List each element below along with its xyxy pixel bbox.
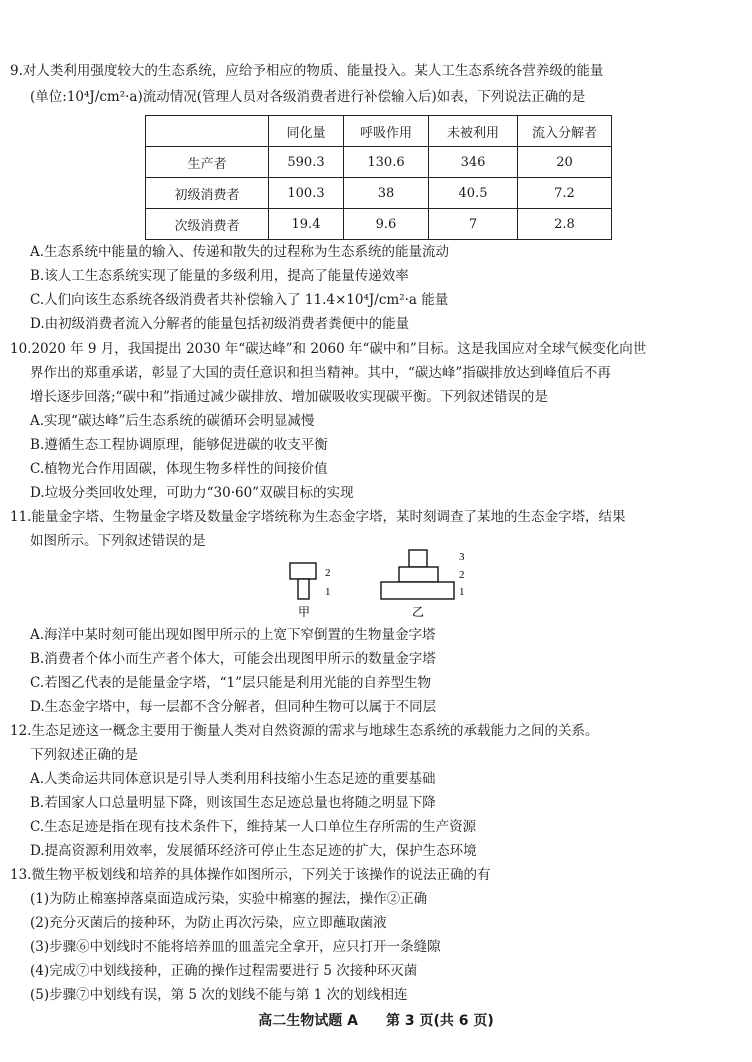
table-header-cell: 未被利用 — [429, 116, 518, 147]
pyramid-yi-level-label: 1 — [459, 586, 465, 598]
pyramid-jia-level-label: 2 — [325, 567, 331, 579]
pyramid-yi-level-1 — [381, 582, 454, 599]
table-cell: 次级消费者 — [146, 209, 269, 240]
q9-option-b: B.该人工生态系统实现了能量的多级利用，提高了能量传递效率 — [30, 268, 409, 284]
pyramid-yi — [381, 550, 465, 619]
table-cell: 7.2 — [518, 178, 612, 209]
table-header-cell: 同化量 — [269, 116, 344, 147]
energy-flow-table — [145, 115, 612, 240]
q12-stem-line1: 12.生态足迹这一概念主要用于衡量人类对自然资源的需求与地球生态系统的承载能力之间的关系。 — [10, 723, 599, 739]
table-cell: 7 — [429, 209, 518, 240]
pyramid-yi-level-2 — [399, 567, 438, 582]
table-cell: 20 — [518, 147, 612, 178]
q9-option-a: A.生态系统中能量的输入、传递和散失的过程称为生态系统的能量流动 — [30, 244, 450, 260]
q11-stem-line1: 11.能量金字塔、生物量金字塔及数量金字塔统称为生态金字塔，某时刻调查了某地的生态金字塔，结果 — [10, 509, 626, 525]
pyramid-jia-level-label: 1 — [325, 586, 331, 598]
pyramid-yi-level-label: 3 — [459, 551, 465, 563]
q11-option-b: B.消费者个体小而生产者个体大，可能会出现图甲所示的数量金字塔 — [30, 651, 436, 667]
q13-item-2: (2)充分灭菌后的接种环，为防止再次污染，应立即蘸取菌液 — [30, 915, 387, 931]
pyramid-jia-level-1 — [298, 579, 309, 599]
q10-option-d: D.垃圾分类回收处理，可助力“30·60”双碳目标的实现 — [30, 485, 354, 501]
q12-option-b: B.若国家人口总量明显下降，则该国生态足迹总量也将随之明显下降 — [30, 795, 436, 811]
q9-option-d: D.由初级消费者流入分解者的能量包括初级消费者粪便中的能量 — [30, 316, 410, 332]
q10-option-c: C.植物光合作用固碳，体现生物多样性的间接价值 — [30, 461, 328, 477]
table-row — [146, 209, 612, 240]
table-header-cell: 流入分解者 — [518, 116, 612, 147]
table-cell: 38 — [344, 178, 429, 209]
pyramid-yi-caption: 乙 — [412, 605, 425, 619]
q10-option-a: A.实现“碳达峰”后生态系统的碳循环会明显减慢 — [30, 413, 315, 429]
ecological-pyramid-figure — [285, 548, 515, 624]
table-cell: 9.6 — [344, 209, 429, 240]
table-cell: 346 — [429, 147, 518, 178]
q13-stem: 13.微生物平板划线和培养的具体操作如图所示，下列关于该操作的说法正确的有 — [10, 867, 491, 883]
page-footer: 高二生物试题 A 第 3 页(共 6 页) — [258, 1013, 494, 1029]
pyramid-yi-level-3 — [409, 550, 427, 567]
q13-item-5: (5)步骤⑦中划线有误，第 5 次的划线不能与第 1 次的划线相连 — [30, 987, 408, 1003]
q11-option-a: A.海洋中某时刻可能出现如图甲所示的上宽下窄倒置的生物量金字塔 — [30, 627, 436, 643]
q10-stem-line3: 增长逐步回落;“碳中和”指通过减少碳排放、增加碳吸收实现碳平衡。下列叙述错误的是 — [30, 389, 548, 405]
q11-option-d: D.生态金字塔中，每一层都不含分解者，但同种生物可以属于不同层 — [30, 699, 437, 715]
table-cell: 初级消费者 — [146, 178, 269, 209]
table-cell: 590.3 — [269, 147, 344, 178]
q12-option-a: A.人类命运共同体意识是引导人类利用科技缩小生态足迹的重要基础 — [30, 771, 436, 787]
q10-stem-line2: 界作出的郑重承诺，彰显了大国的责任意识和担当精神。其中，“碳达峰”指碳排放达到峰值后不再 — [30, 365, 611, 381]
table-cell: 生产者 — [146, 147, 269, 178]
q13-item-1: (1)为防止棉塞掉落桌面造成污染，实验中棉塞的握法，操作②正确 — [30, 891, 428, 907]
pyramid-jia-caption: 甲 — [298, 605, 311, 619]
table-header-cell: 呼吸作用 — [344, 116, 429, 147]
q13-item-3: (3)步骤⑥中划线时不能将培养皿的皿盖完全拿开，应只打开一条缝隙 — [30, 939, 441, 955]
table-cell: 100.3 — [269, 178, 344, 209]
table-cell: 19.4 — [269, 209, 344, 240]
q9-stem-line2: (单位:10⁴J/cm²·a)流动情况(管理人员对各级消费者进行补偿输入后)如表，下列说法正确的是 — [30, 89, 586, 105]
table-cell: 40.5 — [429, 178, 518, 209]
q10-option-b: B.遵循生态工程协调原理，能够促进碳的收支平衡 — [30, 437, 328, 453]
table-cell: 130.6 — [344, 147, 429, 178]
pyramid-yi-level-label: 2 — [459, 569, 465, 581]
q12-option-d: D.提高资源利用效率，发展循环经济可停止生态足迹的扩大，保护生态环境 — [30, 843, 477, 859]
q12-option-c: C.生态足迹是指在现有技术条件下，维持某一人口单位生存所需的生产资源 — [30, 819, 477, 835]
q12-stem-line2: 下列叙述正确的是 — [30, 747, 138, 763]
q9-stem-line1: 9.对人类利用强度较大的生态系统，应给予相应的物质、能量投入。某人工生态系统各营养级的能量 — [10, 63, 604, 79]
pyramid-jia-level-2 — [290, 563, 316, 579]
pyramid-jia — [290, 563, 331, 619]
q9-option-c: C.人们向该生态系统各级消费者共补偿输入了 11.4×10⁴J/cm²·a 能量 — [30, 292, 449, 308]
table-cell: 2.8 — [518, 209, 612, 240]
table-header-row — [146, 116, 612, 147]
q11-stem-line2: 如图所示。下列叙述错误的是 — [30, 533, 206, 549]
q10-stem-line1: 10.2020 年 9 月，我国提出 2030 年“碳达峰”和 2060 年“碳中和”目标。这是我国应对全球气候变化向世 — [10, 341, 647, 357]
q11-option-c: C.若图乙代表的是能量金字塔，“1”层只能是利用光能的自养型生物 — [30, 675, 432, 691]
table-header-cell — [146, 116, 269, 147]
table-row — [146, 178, 612, 209]
q13-item-4: (4)完成⑦中划线接种，正确的操作过程需要进行 5 次接种环灭菌 — [30, 963, 418, 979]
table-row — [146, 147, 612, 178]
